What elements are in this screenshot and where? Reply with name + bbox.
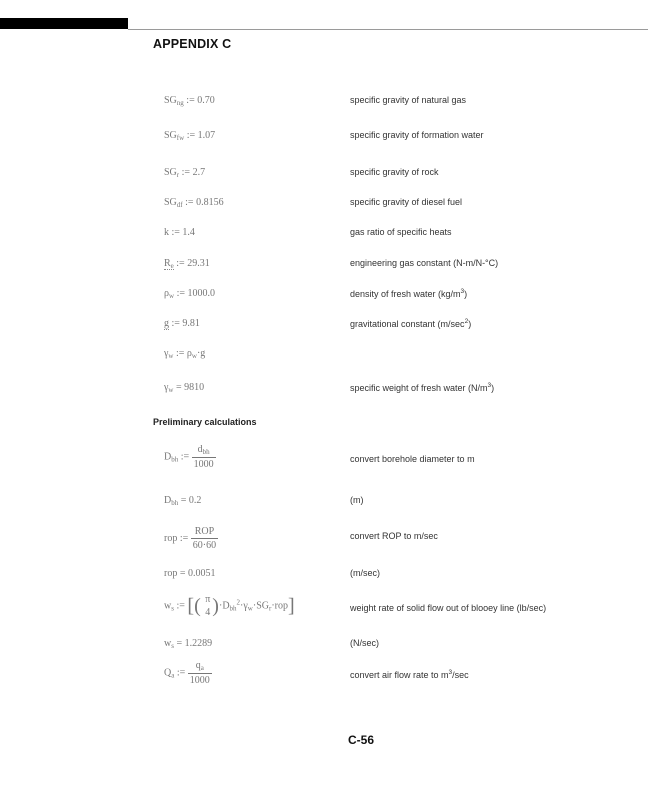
desc-gammaw [350,382,494,393]
fraction [192,444,216,470]
eq-symbol: w [164,600,172,612]
eq-sgdf: $SG_{df}$ := 0.8156 [164,197,224,209]
eq-symbol: D [164,451,172,463]
frac-num: d [197,444,203,455]
eq-symbol: SG [164,167,177,178]
eq-subscript: w [247,604,253,613]
page-number: C-56 [348,733,375,747]
frac-num: ROP [191,526,218,539]
desc-text: density of fresh water (kg/m [350,289,461,299]
eq-term: ·rop [271,600,288,612]
eq-symbol: γ [164,348,169,359]
desc-text: ) [468,319,472,329]
eq-value: 1.2289 [184,638,213,649]
frac-den: 60·60 [192,540,217,551]
eq-ws-def: $w_s$ := [( π 4 )$\cdot D_{bh}^2\cdot\gamma_w\cdot SG_r\cdot rop$] [164,594,295,618]
eq-value: 0.2 [188,495,202,506]
desc-ws-val: (N/sec) [350,638,379,648]
section-title: Preliminary calculations [153,417,257,427]
eq-subscript: r [176,171,180,179]
eq-term: D [222,600,230,612]
eq-symbol: SG [164,130,177,141]
eq-value: 0.70 [197,95,215,106]
desc-ws-def: weight rate of solid flow out of blooey line (lb/sec) [350,603,547,613]
frac-num: q [195,660,201,671]
eq-subscript: w [191,352,197,360]
eq-symbol: R [164,258,171,269]
desc-sup: 3 [487,382,492,389]
desc-sup: 2 [464,318,469,325]
frac-den: 4 [205,607,211,618]
eq-symbol: Q [164,667,172,679]
eq-symbol: SG [164,197,177,208]
eq-subscript: fw [176,134,185,142]
eq-subscript: r [268,604,272,613]
fraction [203,594,212,618]
eq-symbol: w [164,638,172,649]
eq-term: ·SG [252,600,269,612]
eq-symbol: γ [164,382,169,393]
eq-subscript: ng [176,99,184,107]
eq-value: 0.0051 [187,568,216,579]
eq-subscript: bh [171,455,179,464]
frac-den: 1000 [189,675,210,686]
eq-subscript: bh [229,604,237,613]
eq-k: k := 1.4 [164,227,195,238]
desc-sup: 3 [460,288,465,295]
header-bar [0,18,128,29]
eq-rop-def: rop := $\frac{\text{ROP}}{60\cdot 60}$ [164,526,217,551]
eq-subscript: e [170,262,174,270]
page-title: APPENDIX C [153,37,232,51]
desc-sgr: specific gravity of rock [350,167,439,177]
eq-sgr: $SG_r$ := 2.7 [164,167,206,179]
eq-value: 1.4 [182,227,195,238]
eq-symbol: D [164,495,172,506]
eq-subscript: bh [202,448,210,456]
eq-subscript: a [171,671,175,680]
desc-re: engineering gas constant (N-m/N-°C) [350,258,499,268]
eq-subscript: s [171,604,174,613]
eq-term: ·γ [240,600,248,612]
eq-symbol: rop [164,532,178,544]
eq-gammaw-val: $\gamma_w = 9810$ [164,382,205,394]
eq-sgng: $SG_{ng}$ := 0.70 [164,95,215,107]
eq-subscript: w [168,386,174,394]
frac-den: 1000 [193,459,214,470]
eq-symbol: k [164,227,169,238]
desc-qa-def [350,669,469,680]
eq-subscript: a [200,664,204,672]
eq-gammaw-def: $\gamma_w$ := $\rho_w\cdot g$ [164,348,206,360]
header-rule [128,29,648,30]
eq-symbol: g [164,318,169,329]
desc-rhow [350,288,467,299]
desc-text: ) [464,289,468,299]
desc-dbh-val: (m) [350,495,364,505]
fraction [188,660,212,686]
eq-value: 9.81 [182,318,200,329]
frac-num: π [205,594,211,605]
desc-sgdf: specific gravity of diesel fuel [350,197,463,207]
eq-dbh-val: $D_{bh} = 0.2$ [164,495,202,507]
desc-sgfw: specific gravity of formation water [350,130,484,140]
eq-rhow: $\rho_w$ := 1000.0 [164,288,215,300]
eq-dbh-def: $D_{bh}$ := $\frac{d_{bh}}{1000}$ [164,444,214,470]
desc-rop-val: (m/sec) [350,568,380,578]
eq-value: 2.7 [192,167,206,178]
eq-symbol: ρ [164,288,169,299]
eq-value: 29.31 [187,258,210,269]
eq-subscript: s [171,642,174,650]
eq-ws-val: $w_s = 1.2289$ [164,638,213,650]
eq-rhs: ρ [186,348,192,359]
desc-rop-def: convert ROP to m/sec [350,531,438,541]
eq-re: $R_e$ := 29.31 [164,258,210,270]
desc-text: specific weight of fresh water (N/m [350,383,488,393]
desc-sup: 3 [448,669,453,676]
desc-text: convert air flow rate to m [350,670,449,680]
eq-value: 1000.0 [187,288,215,299]
desc-g [350,318,471,329]
eq-g: g := 9.81 [164,318,200,329]
eq-subscript: df [176,201,183,209]
eq-subscript: w [168,352,174,360]
desc-text: /sec [452,670,469,680]
eq-value: 1.07 [197,130,216,141]
desc-dbh-def: convert borehole diameter to m [350,454,475,464]
eq-subscript: bh [171,499,179,507]
eq-sgfw: $SG_{fw}$ := 1.07 [164,130,216,142]
desc-text: ) [491,383,495,393]
desc-text: gravitational constant (m/sec [350,319,465,329]
eq-rop-val: rop = 0.0051 [164,568,216,579]
eq-symbol: rop [164,568,178,579]
eq-subscript: w [169,292,175,300]
eq-value: 9810 [184,382,205,393]
fraction [191,526,218,551]
eq-symbol: SG [164,95,177,106]
eq-value: 0.8156 [196,197,224,208]
desc-k: gas ratio of specific heats [350,227,452,237]
eq-sup: 2 [236,598,241,607]
desc-sgng: specific gravity of natural gas [350,95,467,105]
eq-rhs: ·g [196,348,206,359]
eq-qa-def: $Q_a$ := $\frac{q_a}{1000}$ [164,660,210,686]
